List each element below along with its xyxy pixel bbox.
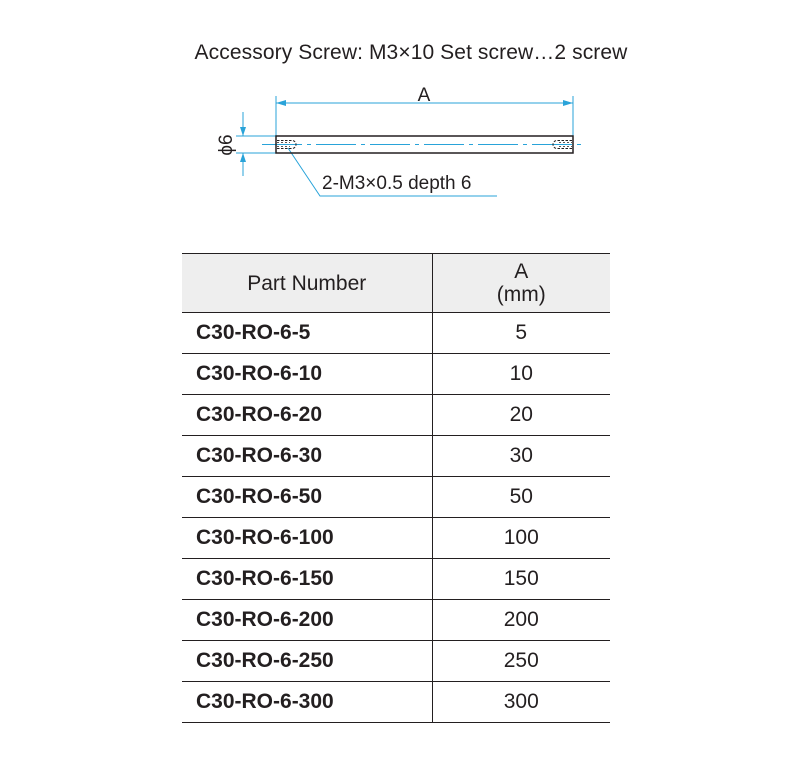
a-value-cell: 300 [432,682,610,723]
a-header-label: A [514,260,529,283]
length-arrow-right [563,100,573,106]
a-value-cell: 10 [432,354,610,395]
a-header-unit: (mm) [496,283,546,306]
a-value-cell: 30 [432,436,610,477]
part-number-cell: C30-RO-6-100 [182,518,432,559]
a-value-cell: 5 [432,313,610,354]
table-header-row [182,254,610,313]
part-number-table [182,253,610,723]
table-row [182,395,610,436]
part-number-cell: C30-RO-6-10 [182,354,432,395]
a-value-cell: 20 [432,395,610,436]
part-number-cell: C30-RO-6-50 [182,477,432,518]
diameter-arrow-bottom [240,153,246,162]
a-value-cell: 150 [432,559,610,600]
table-row [182,477,610,518]
accessory-screw-caption: Accessory Screw: M3×10 Set screw…2 screw [194,41,628,64]
a-value-cell: 250 [432,641,610,682]
a-value-cell: 200 [432,600,610,641]
thread-callout-label: 2-M3×0.5 depth 6 [322,173,472,194]
table-row [182,518,610,559]
part-number-cell: C30-RO-6-5 [182,313,432,354]
a-mm-header [432,254,610,313]
table-row [182,600,610,641]
diameter-dimension-label: ϕ6 [216,134,237,156]
part-number-cell: C30-RO-6-30 [182,436,432,477]
table-row [182,682,610,723]
part-number-cell: C30-RO-6-200 [182,600,432,641]
length-arrow-left [276,100,286,106]
part-number-cell: C30-RO-6-20 [182,395,432,436]
part-number-cell: C30-RO-6-150 [182,559,432,600]
part-number-cell: C30-RO-6-300 [182,682,432,723]
table-row [182,641,610,682]
length-dimension-label: A [417,85,431,106]
rod-dimension-drawing [0,0,799,230]
table-row [182,313,610,354]
a-value-cell: 100 [432,518,610,559]
table-row [182,436,610,477]
table-row [182,559,610,600]
part-number-cell: C30-RO-6-250 [182,641,432,682]
table-row [182,354,610,395]
part-number-header: Part Number [182,254,432,313]
a-value-cell: 50 [432,477,610,518]
diameter-arrow-top [240,127,246,136]
